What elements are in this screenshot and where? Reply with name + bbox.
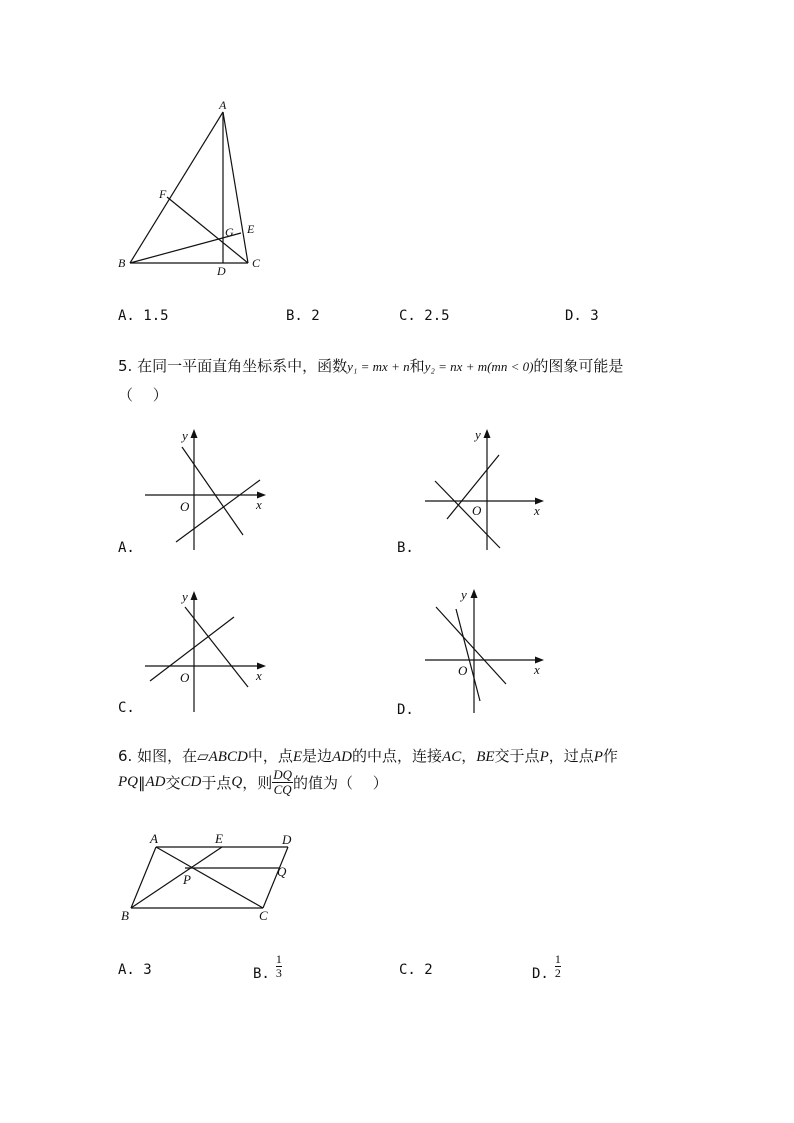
q5-function-1: y₁ = mx + n xyxy=(347,359,410,374)
q5-c-origin: O xyxy=(180,670,190,685)
q5-c-axis-x: x xyxy=(256,668,262,683)
q6-label-b: B xyxy=(121,908,129,923)
q4-label-f: F xyxy=(159,187,167,201)
q6-ad: AD xyxy=(332,749,353,765)
q6-option-d[interactable] xyxy=(532,953,561,982)
q6-label-a: A xyxy=(150,831,158,846)
q6-label-d: D xyxy=(282,832,292,847)
q4-label-d: D xyxy=(217,264,226,278)
q6-abcd: ABCD xyxy=(208,749,248,765)
q5-b-origin: O xyxy=(472,503,482,518)
q6-option-d-label: D. xyxy=(532,966,549,982)
q6-option-d-fraction xyxy=(555,953,561,980)
q6-stem-line2 xyxy=(118,768,388,797)
q5-a-axis-y: y xyxy=(182,428,188,443)
q5-a-origin: O xyxy=(180,499,190,514)
q6-label-q: Q xyxy=(277,864,287,879)
q6-text-2a: 交 xyxy=(165,774,181,792)
q5-b-axis-x: x xyxy=(534,503,540,518)
q6-frac-num: DQ xyxy=(273,767,293,782)
q6-option-d-den: 2 xyxy=(554,966,561,980)
q5-stem xyxy=(118,355,623,376)
q6-text-f: ，过点 xyxy=(548,747,594,765)
q5-b-axis-y: y xyxy=(475,427,481,442)
parallel-icon: ∥ xyxy=(138,773,146,792)
q4-label-a: A xyxy=(219,98,227,112)
q6-ad2: AD xyxy=(145,774,166,790)
q6-text-2c: ，则 xyxy=(242,774,273,792)
q6-stem-line1 xyxy=(118,745,618,766)
q4-label-g: G xyxy=(225,225,234,239)
q5-a-axis-x: x xyxy=(256,497,262,512)
q6-parallelogram-figure xyxy=(110,825,310,930)
q5-suffix: 的图象可能是 xyxy=(533,357,624,375)
q6-text-c: 是边 xyxy=(302,747,333,765)
q4-label-c: C xyxy=(252,256,261,270)
q5-paren: （ ） xyxy=(118,386,168,404)
q6-option-a[interactable]: A. 3 xyxy=(118,962,152,978)
q6-label-p: P xyxy=(183,872,191,887)
q6-text-b: 中，点 xyxy=(247,747,293,765)
q4-label-e: E xyxy=(247,222,255,236)
parallelogram-icon: ▱ xyxy=(197,747,209,765)
q6-label-e: E xyxy=(215,831,223,846)
q5-option-b[interactable]: B. xyxy=(397,540,414,556)
q5-d-origin: O xyxy=(458,663,468,678)
q4-option-c[interactable]: C. 2.5 xyxy=(399,308,450,324)
q6-option-b-den: 3 xyxy=(275,966,282,980)
q6-text-2d: 的值为（ ） xyxy=(293,774,388,792)
q6-fraction xyxy=(272,768,293,797)
q6-option-b-fraction xyxy=(276,953,282,980)
q6-text-d: 的中点，连接 xyxy=(352,747,443,765)
q5-d-axis-x: x xyxy=(534,662,540,677)
q6-frac-den: CQ xyxy=(273,782,292,797)
q6-p: P xyxy=(539,749,549,765)
q6-option-b-num: 1 xyxy=(275,952,282,966)
q5-graph-b xyxy=(420,425,555,555)
q6-label-c: C xyxy=(259,908,268,923)
q4-triangle-figure xyxy=(110,95,270,280)
q4-option-a[interactable]: A. 1.5 xyxy=(118,308,169,324)
q5-option-a[interactable]: A. xyxy=(118,540,135,556)
q5-d-axis-y: y xyxy=(461,587,467,602)
q6-option-b-label: B. xyxy=(253,966,270,982)
q4-label-b: B xyxy=(118,256,126,270)
q5-option-c[interactable]: C. xyxy=(118,700,135,716)
q6-comma: ， xyxy=(461,747,477,765)
q5-graph-c xyxy=(140,587,275,717)
q6-q: Q xyxy=(231,774,243,790)
q4-option-b[interactable]: B. 2 xyxy=(286,308,320,324)
q5-graph-a xyxy=(140,425,275,555)
q6-text-g: 作 xyxy=(602,747,618,765)
q6-option-c[interactable]: C. 2 xyxy=(399,962,433,978)
q5-graph-d xyxy=(420,585,555,715)
q6-option-b[interactable] xyxy=(253,953,282,982)
q6-e: E xyxy=(292,749,302,765)
q6-text-2b: 于点 xyxy=(201,774,232,792)
q6-be: BE xyxy=(476,749,495,765)
q5-mid: 和 xyxy=(409,357,425,375)
q6-pq: PQ xyxy=(118,774,138,790)
q5-function-2: y₂ = nx + m(mn < 0) xyxy=(424,359,534,374)
q6-text-e: 交于点 xyxy=(494,747,540,765)
q6-prefix: 6. 如图，在 xyxy=(118,747,198,765)
q6-p2: P xyxy=(593,749,603,765)
q6-ac: AC xyxy=(442,749,462,765)
q6-cd: CD xyxy=(180,774,202,790)
q5-prefix: 5. 在同一平面直角坐标系中，函数 xyxy=(118,357,348,375)
q4-option-d[interactable]: D. 3 xyxy=(565,308,599,324)
q5-c-axis-y: y xyxy=(182,589,188,604)
q6-option-d-num: 1 xyxy=(554,952,561,966)
q5-option-d[interactable]: D. xyxy=(397,702,414,718)
